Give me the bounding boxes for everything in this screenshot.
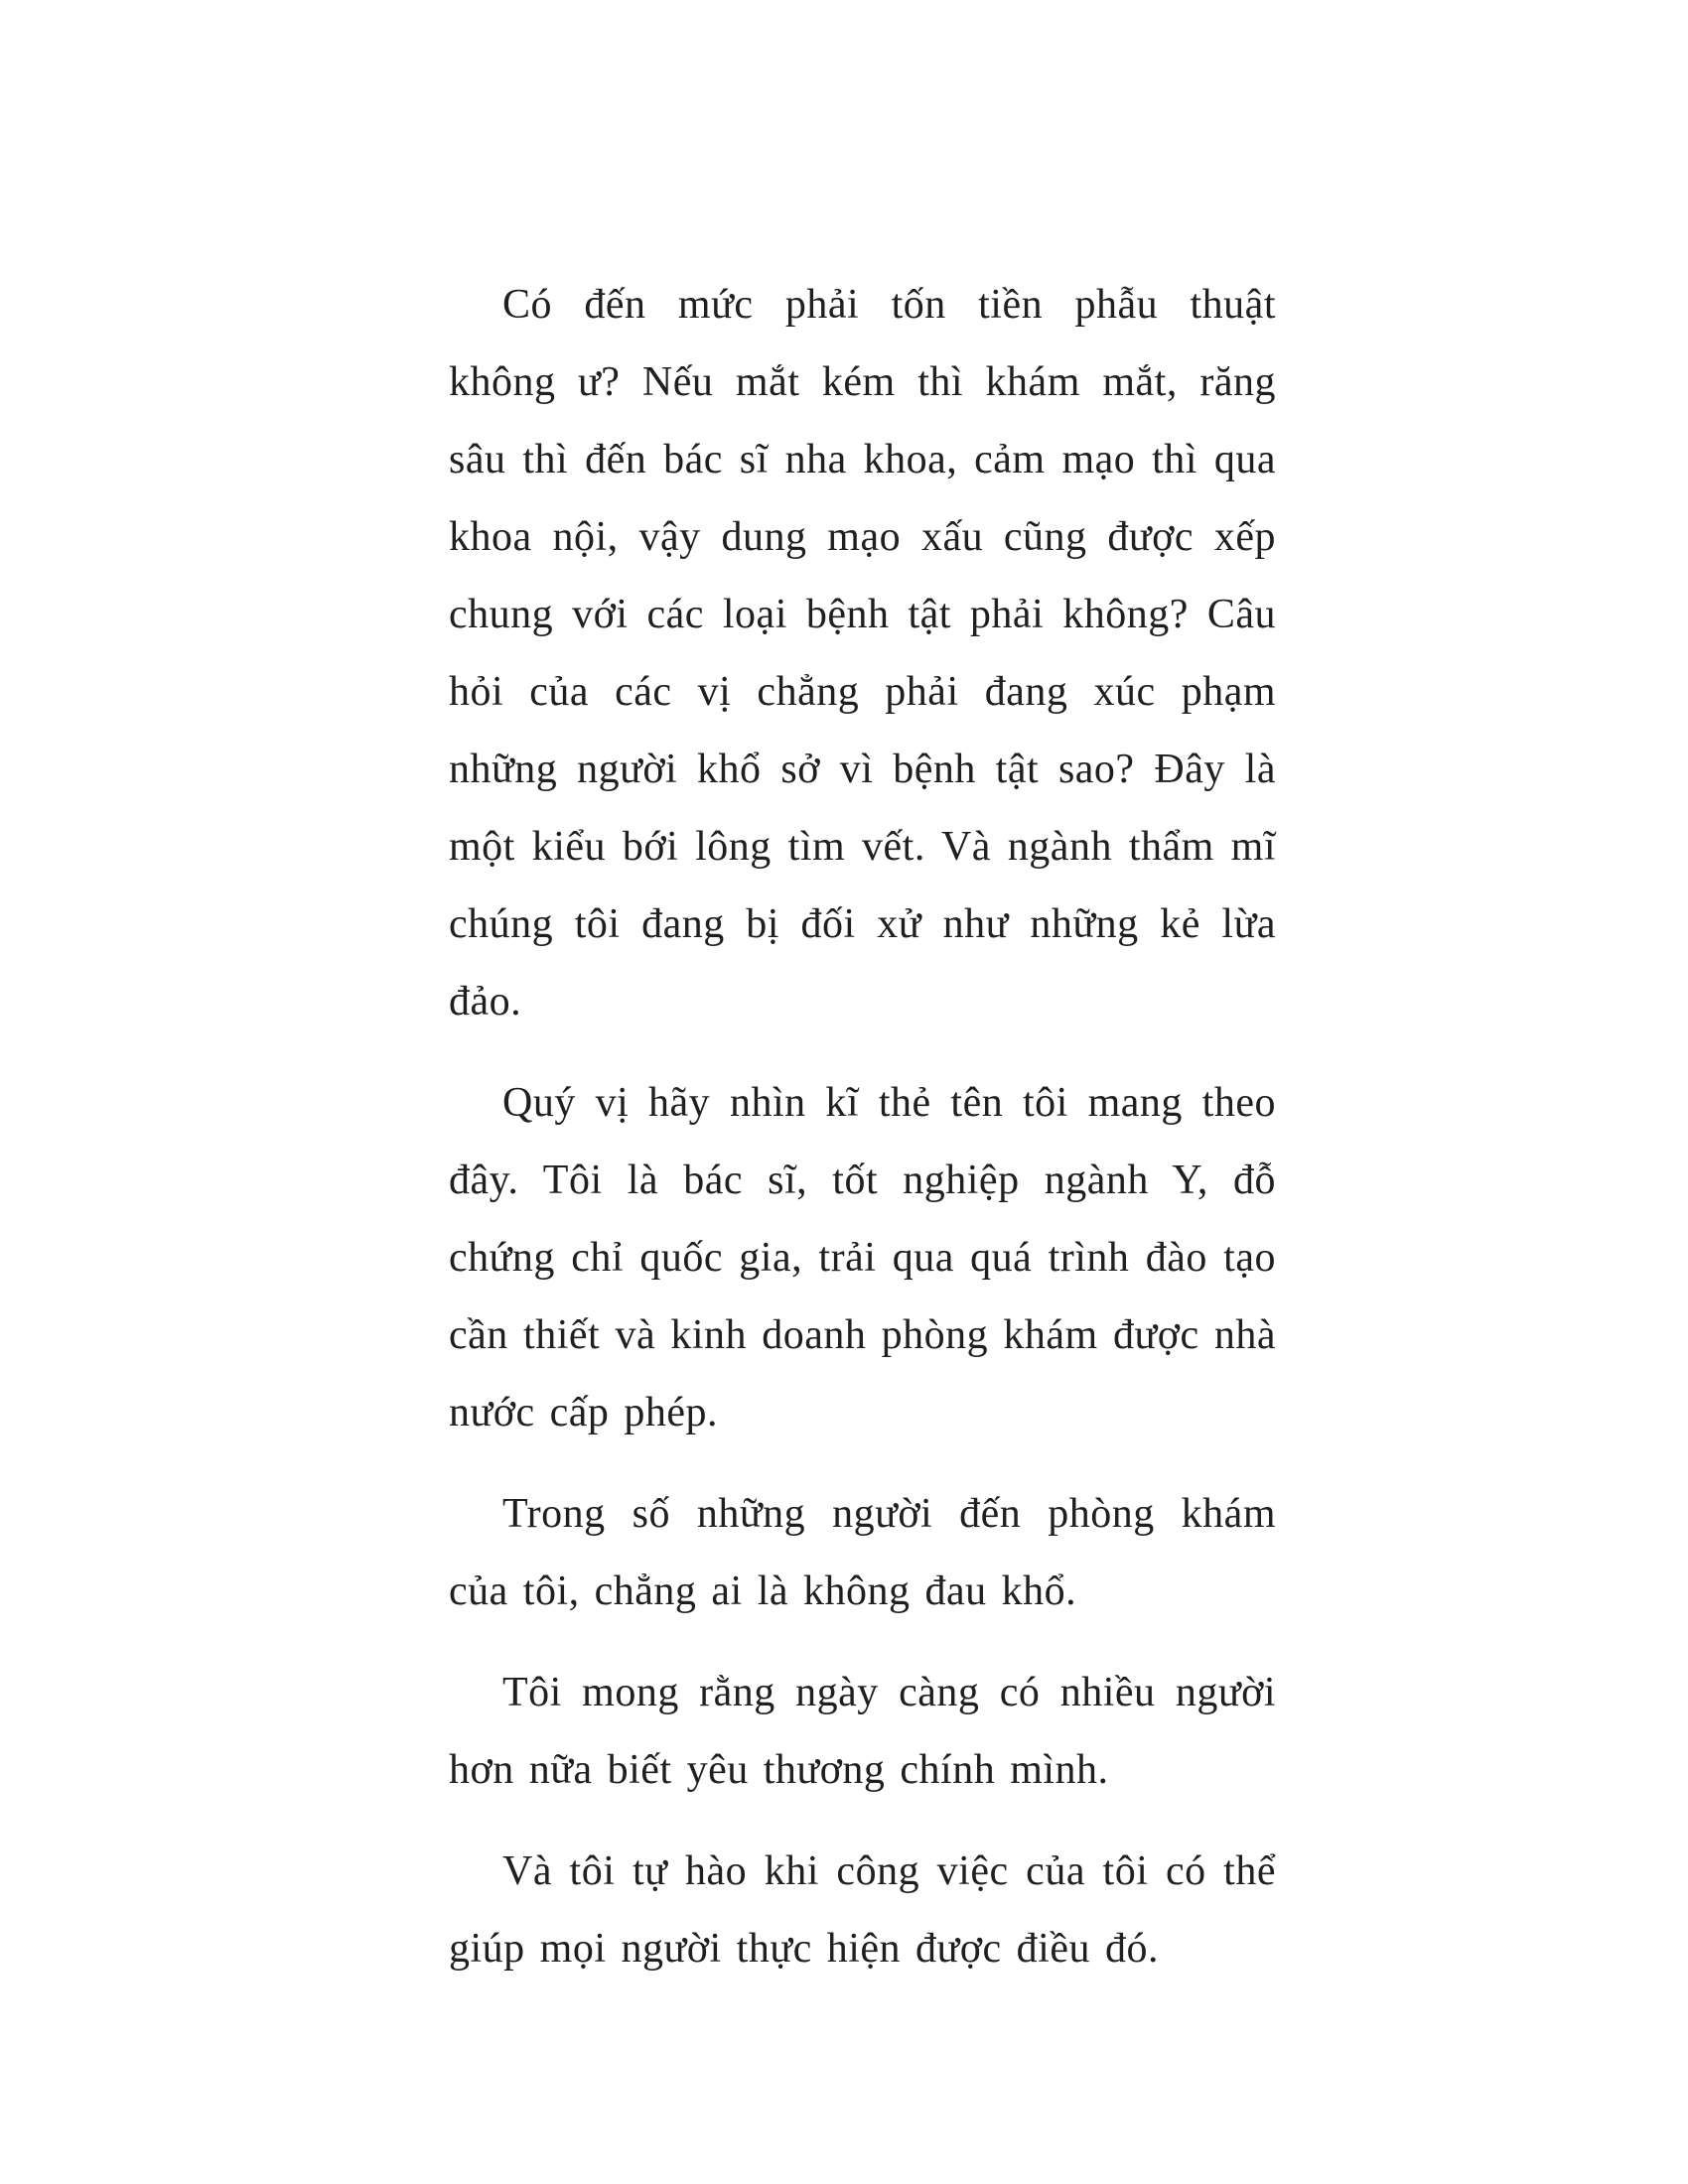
paragraph-3: Trong số những người đến phòng khám của tôi, chẳng ai là không đau khổ. [449,1491,1276,1614]
paragraph-2: Quý vị hãy nhìn kĩ thẻ tên tôi mang theo đây. Tôi là bác sĩ, tốt nghiệp ngành Y, đỗ chứng chỉ quốc gia, trải qua quá trình đào tạo cần thiết và kinh doanh phòng khám được nhà nước cấp phép. [449,1080,1276,1435]
paragraph-5: Và tôi tự hào khi công việc của tôi có thể giúp mọi người thực hiện được điều đó. [449,1848,1276,1972]
body-text-block [449,266,1276,2011]
paragraph-1: Có đến mức phải tốn tiền phẫu thuật không ư? Nếu mắt kém thì khám mắt, răng sâu thì đến bác sĩ nha khoa, cảm mạo thì qua khoa nội, vậy dung mạo xấu cũng được xếp chung với các loại bệnh tật phải không? Câu hỏi của các vị chẳng phải đang xúc phạm những người khổ sở vì bệnh tật sao? Đây là một kiểu bới lông tìm vết. Và ngành thẩm mĩ chúng tôi đang bị đối xử như những kẻ lừa đảo. [449,282,1276,1024]
paragraph-4: Tôi mong rằng ngày càng có nhiều người hơn nữa biết yêu thương chính mình. [449,1670,1276,1793]
